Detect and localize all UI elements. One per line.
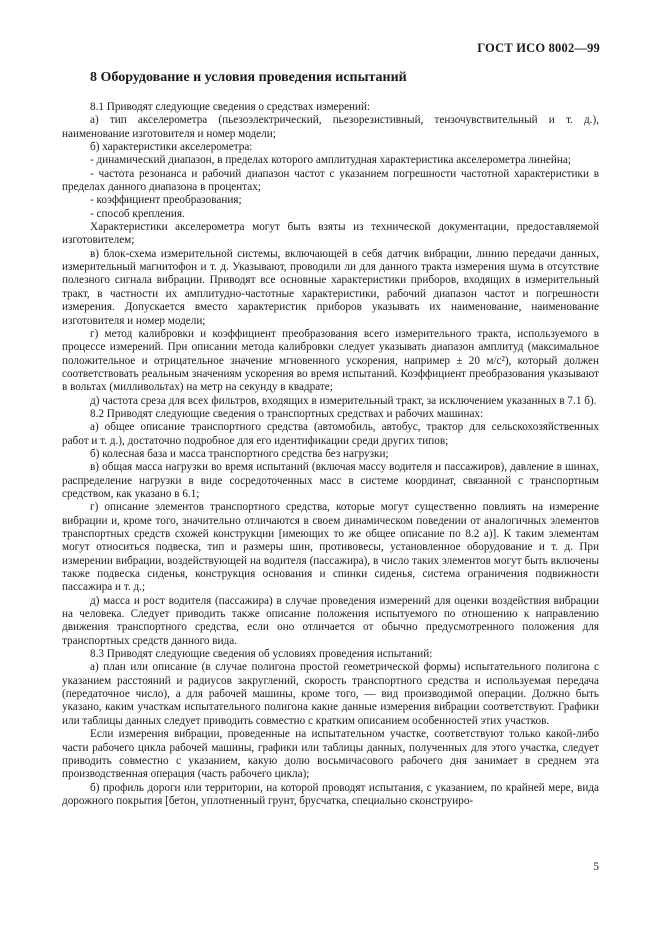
paragraph-8-2-g: г) описание элементов транспортного средства, которые могут существенно повлиять на измерение вибрации и, кроме того, значительно отличаются в своем динамическом поведении от аналогичных элементов транспортных средств схожей конструкции [имеющих то же общее описание по 8.2 а)]. К таким элементам могут относиться подвеска, тип и размеры шин, противовесы, установленное оборудование и т. д. При измерении вибрации, воздействующей на водителя (пассажира), в число таких элементов могут быть включены также подвеска сиденья, конструкция основания и спинки сиденья, система ограничения подвижности пассажира и т. д.; — [62, 501, 599, 594]
paragraph-8-3-b: б) профиль дороги или территории, на которой проводят испытания, с указанием, по крайней мере, вида дорожного покрытия [бетон, уплотненный грунт, брусчатка, специально сконструиро- — [62, 781, 599, 807]
list-item-dynamic-range: - динамический диапазон, в пределах которого амплитудная характеристика акселерометра линейна; — [90, 154, 571, 167]
paragraph-characteristics-note: Характеристики акселерометра могут быть взяты из технической документации, предоставляемой изготовителем; — [62, 221, 599, 247]
paragraph-8-2-a: а) общее описание транспортного средства (автомобиль, автобус, трактор для сельскохозяйственных работ и т. д.), достаточно подробное для его идентификации среди других типов; — [62, 421, 599, 447]
paragraph-8-1-g: г) метод калибровки и коэффициент преобразования всего измерительного тракта, используемого в процессе измерений. При описании метода калибровки следует указывать диапазон амплитуд (максимальное положительное и отрицательное значение мгновенного ускорения, например ± 20 м/с²), который должен соответствовать реальным значениям ускорения во время испытаний. Коэффициент преобразования указывают в вольтах (милливольтах) на метр на секунду в квадрате; — [62, 327, 599, 394]
paragraph-8-2-v: в) общая масса нагрузки во время испытаний (включая массу водителя и пассажиров), давление в шинах, распределение нагрузки в виде сосредоточенных масс в системе координат, связанной с транспортным средством, как указано в 6.1; — [62, 461, 599, 500]
paragraph-8-1-b: б) характеристики акселерометра: — [90, 141, 253, 154]
section-title: 8 Оборудование и условия проведения испытаний — [90, 70, 407, 85]
paragraph-8-3-a: а) план или описание (в случае полигона простой геометрической формы) испытательного полигона с указанием расстояний и радиусов закруглений, скорость транспортного средства и используемая передача (передаточное число), а для рабочей машины, кроме того, — вид производимой операции. Должно быть указано, каким участкам испытательного полигона какие данные измерения вибрации соответствуют. Графики или таблицы данных следует приводить совместно с кратким описанием особенностей этих участков. — [62, 661, 599, 727]
paragraph-8-1-a: а) тип акселерометра (пьезоэлектрический, пьезорезистивный, тензочувствительный и т. д.), наименование изготовителя и номер модели; — [62, 114, 599, 140]
paragraph-8-1-d: д) частота среза для всех фильтров, входящих в измерительный тракт, за исключением указанных в 7.1 б). — [90, 394, 597, 407]
list-item-resonance: - частота резонанса и рабочий диапазон частот с указанием погрешности частотной характеристики в пределах данного диапазона в процентах; — [62, 167, 599, 194]
paragraph-8-2-d: д) масса и рост водителя (пассажира) в случае проведения измерений для оценки воздействия вибрации на человека. Следует приводить также описание положения испытуемого по отношению к направлению движения транспортного средства, если оно отличается от обычно предусмотренного положения для транспортных средств данного вида. — [62, 594, 599, 647]
list-item-conversion-factor: - коэффициент преобразования; — [90, 194, 242, 207]
paragraph-8-1: 8.1 Приводят следующие сведения о средствах измерений: — [90, 101, 371, 113]
list-item-mounting: - способ крепления. — [90, 207, 185, 220]
document-code-header: ГОСТ ИСО 8002—99 — [477, 41, 600, 55]
paragraph-8-2-b: б) колесная база и масса транспортного средства без нагрузки; — [90, 447, 389, 460]
paragraph-8-3: 8.3 Приводят следующие сведения об условиях проведения испытаний: — [90, 648, 433, 661]
section-body — [62, 101, 599, 808]
page-number: 5 — [593, 861, 599, 873]
paragraph-8-2: 8.2 Приводят следующие сведения о транспортных средствах и рабочих машинах: — [90, 407, 484, 420]
paragraph-8-1-v: в) блок-схема измерительной системы, включающей в себя датчик вибрации, линию передачи данных, измерительный магнитофон и т. д. Указывают, проводили ли для данного тракта измерения шума в отсутствие полезного сигнала вибрации. Приводят все основные характеристики приборов, входящих в измерительный тракт, в частности их амплитудно-частотные характеристики, рабочий диапазон частот и погрешности измерения. Допускается вместо характеристик приборов указывать их наименование, наименование изготовителя и номер модели; — [62, 247, 599, 327]
paragraph-8-3-note: Если измерения вибрации, проведенные на испытательном участке, соответствуют только какой-либо части рабочего цикла рабочей машины, графики или таблицы данных, полученных для этого участка, следует приводить совместно с указанием, какую долю восьмичасового рабочего дня занимает в среднем эта производственная операция (часть рабочего цикла); — [62, 728, 599, 781]
